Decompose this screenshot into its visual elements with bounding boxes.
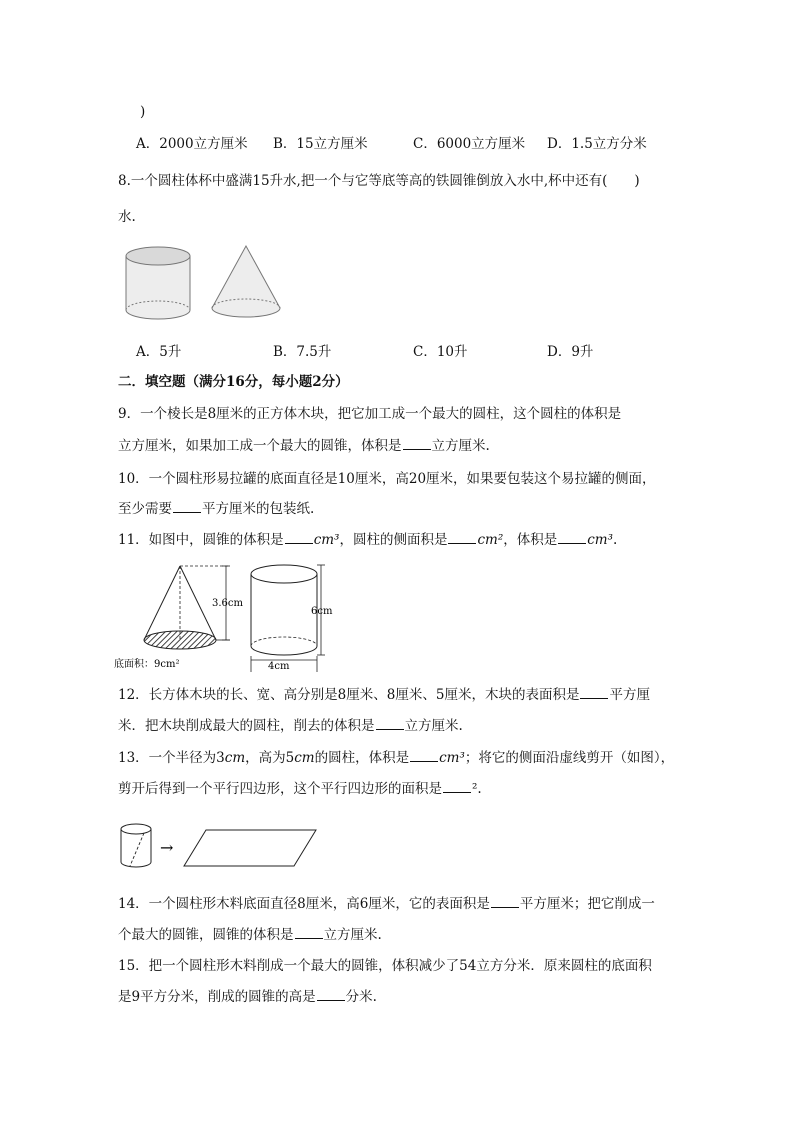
- q12-line1: [118, 686, 650, 704]
- q10-text-b: 平方厘米的包装纸.: [202, 501, 315, 517]
- q7-option-d: D．1.5立方分米: [547, 136, 647, 152]
- q14-line2: [118, 926, 382, 944]
- q7-option-c: C．6000立方厘米: [413, 136, 526, 152]
- q14-blank-1[interactable]: [491, 895, 519, 908]
- q12-line2: [118, 717, 463, 735]
- q11-text-a: 11．如图中，圆锥的体积是: [118, 532, 284, 548]
- q13-blank-1[interactable]: [410, 749, 438, 762]
- q14-line1: [118, 895, 655, 913]
- q12-blank-2[interactable]: [376, 717, 404, 730]
- q8-option-c: C．10升: [413, 344, 468, 360]
- q9-text-a: 立方厘米，如果加工成一个最大的圆锥，体积是: [118, 438, 402, 454]
- q11-blank-2[interactable]: [448, 531, 476, 544]
- q13-text-c: 的圆柱，体积是: [314, 750, 410, 766]
- q12-text-a: 12．长方体木块的长、宽、高分别是8厘米、8厘米、5厘米，木块的表面积是: [118, 687, 580, 703]
- q11-line: [118, 531, 617, 549]
- q12-text-d: 立方厘米.: [404, 718, 463, 734]
- q14-text-a: 14．一个圆柱形木料底面直径8厘米，高6厘米，它的表面积是: [118, 896, 490, 912]
- q13-blank-2[interactable]: [443, 780, 471, 793]
- q13-text-e: 剪开后得到一个平行四边形，这个平行四边形的面积是: [118, 781, 442, 797]
- q11-blank-1[interactable]: [285, 531, 313, 544]
- q7-tail: ): [140, 104, 146, 120]
- q11-figure: [112, 560, 342, 674]
- q11-unit-1: cm³: [313, 532, 340, 548]
- q15-text-a: 是9平方分米，削成的圆锥的高是: [118, 989, 316, 1005]
- q13-arrow: →: [160, 838, 174, 857]
- cone-figure: [212, 246, 280, 317]
- q15-text-b: 分米.: [345, 989, 377, 1005]
- q8-question-line2: 水.: [118, 209, 136, 225]
- q15-line2: [118, 988, 377, 1006]
- q10-line2: [118, 500, 314, 518]
- q11-cylinder-diameter-label: 4cm: [268, 661, 290, 672]
- q11-text-c: ，体积是: [503, 532, 558, 548]
- q12-text-c: 米．把木块削成最大的圆柱，削去的体积是: [118, 718, 375, 734]
- q8-option-a: A．5升: [136, 344, 182, 360]
- q10-text-a: 至少需要: [118, 501, 172, 517]
- q13-figure: [116, 822, 326, 874]
- q14-blank-2[interactable]: [295, 926, 323, 939]
- q13-line1: [118, 749, 674, 767]
- q13-text-f: ².: [472, 781, 482, 797]
- q8-option-d: D．9升: [547, 344, 594, 360]
- q8-option-b: B．7.5升: [273, 344, 332, 360]
- q13-cm-1: cm: [224, 750, 246, 766]
- q9-text-b: 立方厘米.: [431, 438, 490, 454]
- q11-cylinder: [251, 565, 325, 672]
- q10-blank[interactable]: [173, 500, 201, 513]
- q9-blank[interactable]: [403, 437, 431, 450]
- q13-text-d: ；将它的侧面沿虚线剪开（如图），: [464, 750, 675, 766]
- q8-figure: [118, 242, 288, 326]
- q13-text-a: 13．一个半径为3: [118, 750, 225, 766]
- q11-base-area-label: 底面积：9cm²: [114, 659, 180, 670]
- q7-option-b: B．15立方厘米: [273, 136, 368, 152]
- q13-parallelogram: [184, 830, 316, 866]
- q11-unit-2: cm²: [477, 532, 504, 548]
- q15-line1: 15．把一个圆柱形木料削成一个最大的圆锥，体积减少了54立方分米．原来圆柱的底面积: [118, 958, 652, 974]
- q9-line2: [118, 437, 490, 455]
- q14-text-d: 立方厘米.: [323, 927, 382, 943]
- q11-unit-3: cm³: [587, 532, 614, 548]
- q9-line1: 9．一个棱长是8厘米的正方体木块，把它加工成一个最大的圆柱，这个圆柱的体积是: [118, 406, 622, 422]
- q11-text-b: ，圆柱的侧面积是: [339, 532, 448, 548]
- q8-question-line1: 8.一个圆柱体杯中盛满15升水,把一个与它等底等高的铁圆锥倒放入水中,杯中还有( ): [118, 173, 640, 189]
- q13-text-b: ，高为5: [245, 750, 295, 766]
- q15-blank[interactable]: [317, 988, 345, 1001]
- q13-line2: [118, 780, 482, 798]
- q7-option-a: A．2000立方厘米: [136, 136, 248, 152]
- q13-unit: cm³: [439, 750, 465, 766]
- q11-text-d: .: [613, 532, 618, 548]
- cylinder-figure: [126, 247, 190, 319]
- q14-text-b: 平方厘米；把它削成一: [519, 896, 655, 912]
- q11-cylinder-height-label: 6cm: [311, 606, 333, 617]
- q13-cm-2: cm: [294, 750, 315, 766]
- q10-line1: 10．一个圆柱形易拉罐的底面直径是10厘米，高20厘米，如果要包装这个易拉罐的侧面，: [118, 471, 656, 487]
- q12-text-b: 平方厘: [609, 687, 650, 703]
- q11-cone-height-label: 3.6cm: [212, 598, 243, 609]
- q14-text-c: 个最大的圆锥，圆锥的体积是: [118, 927, 294, 943]
- q13-small-cylinder: [121, 824, 151, 867]
- section-heading: 二．填空题（满分16分，每小题2分）: [118, 374, 349, 390]
- q12-blank-1[interactable]: [580, 686, 608, 699]
- q11-blank-3[interactable]: [558, 531, 586, 544]
